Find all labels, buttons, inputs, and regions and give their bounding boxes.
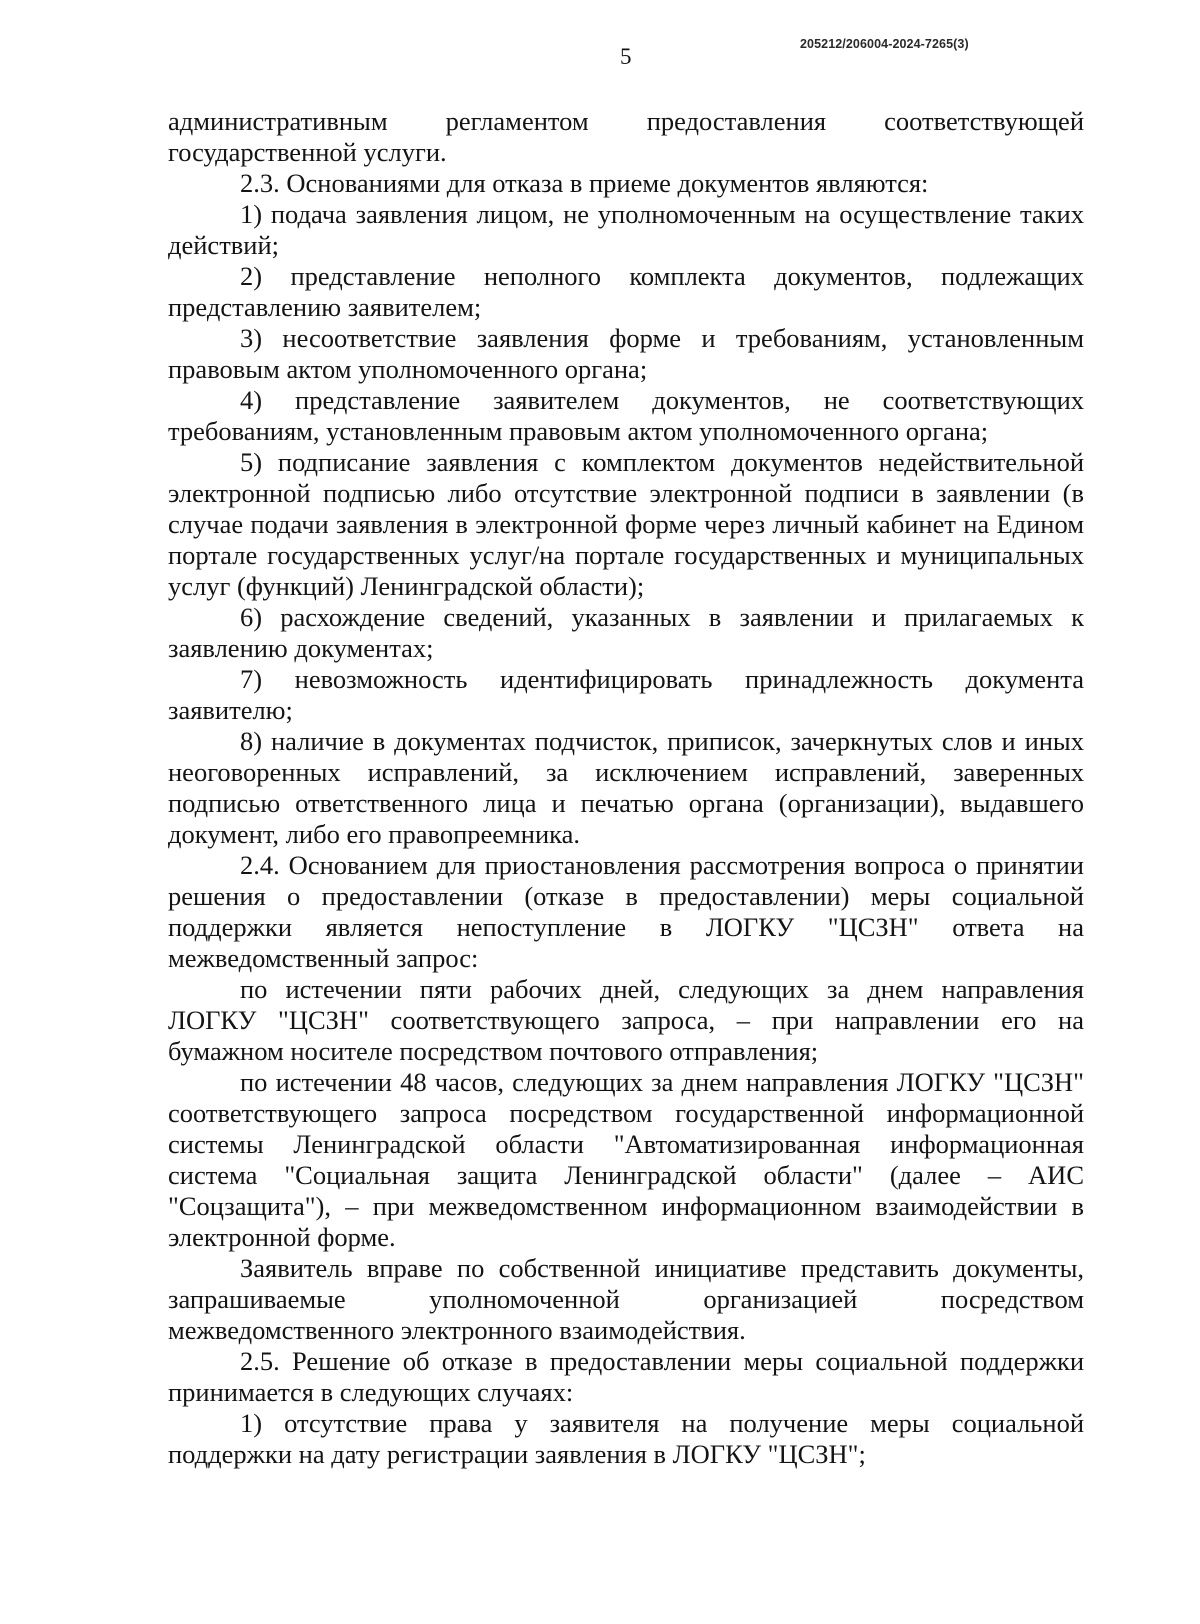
paragraph-postal-request-term: по истечении пяти рабочих дней, следующих за днем направления ЛОГКУ "ЦСЗН" соответствующего запроса, – при направлении его на бумажном носителе посредством почтового отправления; — [168, 974, 1084, 1066]
document-registration-number: 205212/206004-2024-7265(3) — [800, 37, 969, 51]
paragraph-section-2-4: 2.4. Основанием для приостановления рассмотрения вопроса о принятии решения о предоставлении (отказе в предоставлении) меры социальной поддержки является непоступление в ЛОГКУ "ЦСЗН" ответа на межведомственный запрос: — [168, 850, 1084, 973]
list-item-2-5-1: 1) отсутствие права у заявителя на получение меры социальной поддержки на дату регистрации заявления в ЛОГКУ "ЦСЗН"; — [168, 1408, 1084, 1469]
list-item-2-3-8: 8) наличие в документах подчисток, приписок, зачеркнутых слов и иных неоговоренных исправлений, за исключением исправлений, заверенных подписью ответственного лица и печатью органа (организации), выдавшего документ, либо его правопреемника. — [168, 726, 1084, 849]
list-item-2-3-4: 4) представление заявителем документов, не соответствующих требованиям, установленным правовым актом уполномоченного органа; — [168, 385, 1084, 446]
list-item-2-3-5: 5) подписание заявления с комплектом документов недействительной электронной подписью либо отсутствие электронной подписи в заявлении (в случае подачи заявления в электронной форме через личный кабинет на Едином портале государственных услуг/на портале государственных и муниципальных услуг (функций) Ленинградской области); — [168, 447, 1084, 601]
document-body — [168, 106, 1084, 1470]
paragraph-applicant-right: Заявитель вправе по собственной инициативе представить документы, запрашиваемые уполномоченной организацией посредством межведомственного электронного взаимодействия. — [168, 1253, 1084, 1345]
paragraph-section-2-5: 2.5. Решение об отказе в предоставлении меры социальной поддержки принимается в следующих случаях: — [168, 1346, 1084, 1407]
paragraph-section-2-3: 2.3. Основаниями для отказа в приеме документов являются: — [240, 168, 929, 198]
list-item-2-3-1: 1) подача заявления лицом, не уполномоченным на осуществление таких действий; — [168, 199, 1084, 260]
paragraph-electronic-request-term: по истечении 48 часов, следующих за днем направления ЛОГКУ "ЦСЗН" соответствующего запроса посредством государственной информационной системы Ленинградской области "Автоматизированная информационная система "Социальная защита Ленинградской области" (далее – АИС "Соцзащита"), – при межведомственном информационном взаимодействии в электронной форме. — [168, 1067, 1084, 1252]
paragraph-continuation: административным регламентом предоставления соответствующей государственной услуги. — [168, 106, 1084, 167]
list-item-2-3-2: 2) представление неполного комплекта документов, подлежащих представлению заявителем; — [168, 261, 1084, 322]
list-item-2-3-6: 6) расхождение сведений, указанных в заявлении и прилагаемых к заявлению документах; — [168, 602, 1084, 663]
list-item-2-3-3: 3) несоответствие заявления форме и требованиям, установленным правовым актом уполномоченного органа; — [168, 323, 1084, 384]
page-number: 5 — [620, 44, 632, 69]
list-item-2-3-7: 7) невозможность идентифицировать принадлежность документа заявителю; — [168, 664, 1084, 725]
